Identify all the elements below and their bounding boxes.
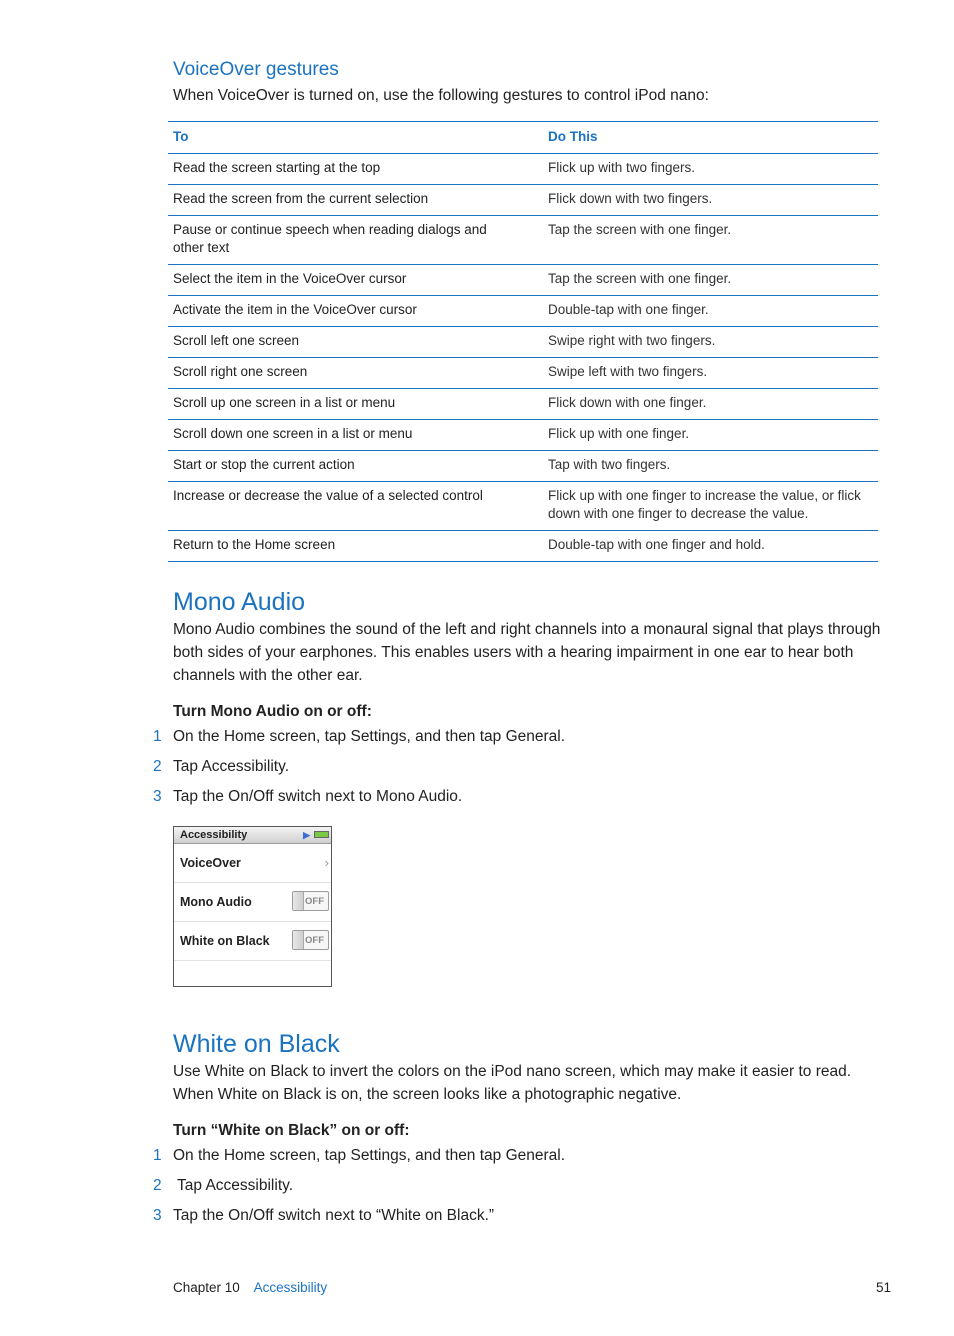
chapter-label: Chapter 10 (173, 1280, 240, 1295)
mono-audio-toggle[interactable] (292, 891, 329, 911)
step-text: Tap the On/Off switch next to Mono Audio. (173, 788, 463, 805)
gestures-table (168, 121, 878, 562)
mono-step-1 (153, 728, 566, 746)
battery-icon (314, 831, 329, 838)
gesture-cell: Double-tap with one finger and hold. (548, 537, 765, 552)
step-text: On the Home screen, tap Settings, and then tap General. (173, 728, 566, 745)
step-number: 3 (153, 788, 162, 805)
action-cell: Activate the item in the VoiceOver cursor (173, 302, 417, 317)
table-row (168, 420, 878, 451)
white-step-1 (153, 1147, 566, 1165)
action-cell: Start or stop the current action (173, 457, 355, 472)
mono-step-2 (153, 758, 290, 776)
gesture-cell: Double-tap with one finger. (548, 302, 709, 317)
toggle-knob (293, 931, 304, 949)
mono-audio-row (174, 883, 331, 922)
toggle-state: OFF (305, 896, 324, 907)
step-number: 3 (153, 1207, 162, 1224)
action-cell: Read the screen from the current selection (173, 191, 429, 206)
step-number: 1 (153, 1147, 162, 1164)
action-cell: Scroll up one screen in a list or menu (173, 395, 396, 410)
table-row (168, 389, 878, 420)
chevron-right-icon: › (324, 855, 329, 870)
gesture-cell: Swipe right with two fingers. (548, 333, 716, 348)
gesture-cell: Flick down with two fingers. (548, 191, 713, 206)
gesture-cell: Tap with two fingers. (548, 457, 671, 472)
table-row (168, 296, 878, 327)
gesture-cell: Flick down with one finger. (548, 395, 707, 410)
table-row (168, 482, 878, 531)
white-step-2 (153, 1177, 294, 1195)
footer-chapter (173, 1280, 327, 1295)
white-on-black-row (174, 922, 331, 961)
white-on-black-toggle[interactable] (292, 930, 329, 950)
gesture-cell: Tap the screen with one finger. (548, 222, 732, 237)
chapter-link[interactable]: Accessibility (253, 1280, 328, 1295)
action-cell: Pause or continue speech when reading dialogs and other text (173, 222, 487, 255)
step-text: Tap Accessibility. (173, 758, 290, 775)
ipod-screen-illustration (173, 826, 332, 987)
table-row (168, 154, 878, 185)
header-do-this: Do This (548, 129, 598, 144)
gesture-cell: Flick up with one finger. (548, 426, 690, 441)
step-number: 2 (153, 1177, 162, 1194)
screen-title: Accessibility (180, 829, 248, 841)
mono-audio-subheading: Turn Mono Audio on or off: (173, 703, 372, 720)
action-cell: Select the item in the VoiceOver cursor (173, 271, 407, 286)
table-row (168, 216, 878, 265)
action-cell: Increase or decrease the value of a selected control (173, 488, 483, 503)
action-cell: Scroll right one screen (173, 364, 308, 379)
table-header-row (168, 122, 878, 154)
step-text: On the Home screen, tap Settings, and then tap General. (173, 1147, 566, 1164)
step-number: 1 (153, 728, 162, 745)
gesture-cell: Swipe left with two fingers. (548, 364, 708, 379)
step-text: Tap the On/Off switch next to “White on Black.” (173, 1207, 495, 1224)
action-cell: Scroll down one screen in a list or menu (173, 426, 413, 441)
white-on-black-paragraph: Use White on Black to invert the colors on the iPod nano screen, which may make it easier to read. When White on Black is on, the screen looks like a photographic negative. (173, 1063, 852, 1103)
action-cell: Return to the Home screen (173, 537, 336, 552)
play-icon: ▶ (303, 830, 310, 840)
row-label: VoiceOver (180, 856, 241, 870)
screen-title-bar (174, 827, 331, 844)
table-row (168, 358, 878, 389)
table-row (168, 531, 878, 562)
gesture-cell: Tap the screen with one finger. (548, 271, 732, 286)
mono-step-3 (153, 788, 463, 806)
white-on-black-heading: White on Black (173, 1030, 340, 1058)
voiceover-heading: VoiceOver gestures (173, 59, 339, 80)
step-number: 2 (153, 758, 162, 775)
mono-audio-paragraph: Mono Audio combines the sound of the left and right channels into a monaural signal that plays through both sides of your earphones. This enables users with a hearing impairment in one ear to hear both channels with the other ear. (173, 621, 881, 684)
mono-audio-heading: Mono Audio (173, 588, 306, 616)
table-row (168, 265, 878, 296)
row-label: Mono Audio (180, 895, 252, 909)
table-row (168, 185, 878, 216)
gesture-cell: Flick up with one finger to increase the value, or flick down with one finger to decrease the value. (548, 488, 861, 521)
row-label: White on Black (180, 934, 270, 948)
table-row (168, 327, 878, 358)
white-on-black-subheading: Turn “White on Black” on or off: (173, 1122, 410, 1139)
toggle-knob (293, 892, 304, 910)
step-text: Tap Accessibility. (173, 1177, 294, 1194)
white-step-3 (153, 1207, 495, 1225)
voiceover-row[interactable] (174, 844, 331, 883)
action-cell: Read the screen starting at the top (173, 160, 381, 175)
toggle-state: OFF (305, 935, 324, 946)
voiceover-intro: When VoiceOver is turned on, use the following gestures to control iPod nano: (173, 87, 709, 104)
page-number: 51 (876, 1280, 892, 1295)
action-cell: Scroll left one screen (173, 333, 300, 348)
header-to: To (173, 129, 189, 144)
table-row (168, 451, 878, 482)
gesture-cell: Flick up with two fingers. (548, 160, 696, 175)
